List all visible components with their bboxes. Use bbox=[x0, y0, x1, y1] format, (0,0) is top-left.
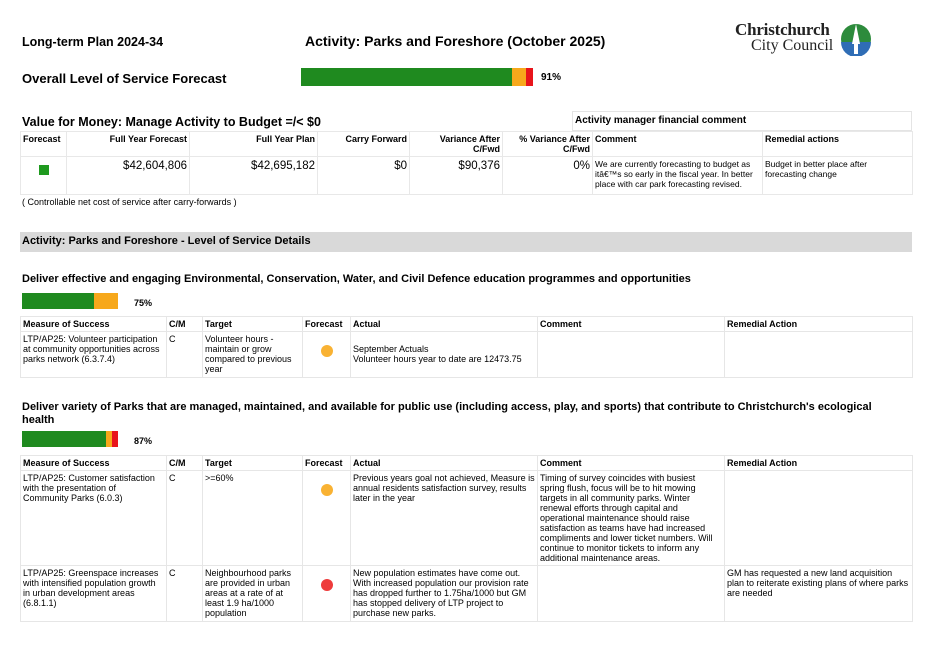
target-cell: Neighbourhood parks are provided in urban areas at a rate of at least 1.9 ha/1000 population bbox=[203, 566, 303, 622]
comment-cell: Timing of survey coincides with busiest spring flush, focus will be to hit mowing targets in all community parks. Winter renewal efforts through capital and operational maintenance should raise satisfaction as teams have had increased compliments and lower ticket numbers. Will continue to monitor tickets to inform any additional maintenance areas. bbox=[538, 471, 725, 566]
table-row bbox=[21, 471, 913, 566]
col-pct-variance: % Variance After C/Fwd bbox=[503, 132, 593, 157]
comment-cell bbox=[538, 332, 725, 378]
target-cell: Volunteer hours - maintain or grow compared to previous year bbox=[203, 332, 303, 378]
financial-comment: We are currently forecasting to budget as itâ€™s so early in the fiscal year. In better place with car park forecasting revised. bbox=[593, 157, 763, 195]
target-cell: >=60% bbox=[203, 471, 303, 566]
col-measure: Measure of Success bbox=[21, 456, 167, 471]
col-comment: Comment bbox=[593, 132, 763, 157]
full-year-forecast-value: $42,604,806 bbox=[67, 157, 190, 195]
remedial-cell: GM has requested a new land acquisition plan to reiterate existing plans of where parks are needed bbox=[725, 566, 913, 622]
forecast-cell bbox=[303, 566, 351, 622]
table-row bbox=[21, 332, 913, 378]
forecast-status-dot bbox=[321, 484, 333, 496]
bar-segment bbox=[301, 68, 512, 86]
los-table bbox=[20, 455, 913, 622]
col-actual: Actual bbox=[351, 456, 538, 471]
col-remedial-action: Remedial Action bbox=[725, 317, 913, 332]
bar-segment bbox=[22, 293, 94, 309]
activity-title: Activity: Parks and Foreshore (October 2025) bbox=[305, 33, 606, 49]
col-variance: Variance After C/Fwd bbox=[410, 132, 503, 157]
goal-percent: 75% bbox=[134, 298, 153, 308]
council-logo bbox=[735, 20, 875, 60]
col-full-year-forecast: Full Year Forecast bbox=[67, 132, 190, 157]
bar-segment bbox=[94, 293, 118, 309]
col-remedial-action: Remedial Action bbox=[725, 456, 913, 471]
measure-cell: LTP/AP25: Customer satisfaction with the presentation of Community Parks (6.0.3) bbox=[21, 471, 167, 566]
bar-segment bbox=[112, 431, 118, 447]
col-measure: Measure of Success bbox=[21, 317, 167, 332]
forecast-status-dot bbox=[321, 345, 333, 357]
variance-value: $90,376 bbox=[410, 157, 503, 195]
los-table bbox=[20, 316, 913, 378]
plan-title: Long-term Plan 2024-34 bbox=[22, 35, 164, 49]
forecast-cell bbox=[303, 332, 351, 378]
measure-cell: LTP/AP25: Greenspace increases with intensified population growth in urban development areas (6.8.1.1) bbox=[21, 566, 167, 622]
manager-comment-title: Activity manager financial comment bbox=[572, 111, 912, 131]
col-full-year-plan: Full Year Plan bbox=[190, 132, 318, 157]
financial-data-row bbox=[21, 157, 913, 195]
overall-los-bar bbox=[301, 68, 533, 86]
col-forecast: Forecast bbox=[303, 456, 351, 471]
cm-cell: C bbox=[167, 471, 203, 566]
los-section-title: Activity: Parks and Foreshore - Level of Service Details bbox=[20, 232, 912, 252]
actual-text-line: Volunteer hours year to date are 12473.75 bbox=[353, 354, 522, 364]
col-actual: Actual bbox=[351, 317, 538, 332]
forecast-cell bbox=[303, 471, 351, 566]
measure-cell: LTP/AP25: Volunteer participation at community opportunities across parks network (6.3.7.4) bbox=[21, 332, 167, 378]
goal-bar bbox=[22, 293, 118, 309]
logo-line2: City Council bbox=[751, 37, 834, 54]
financial-header-row bbox=[21, 132, 913, 157]
col-remedial: Remedial actions bbox=[763, 132, 913, 157]
cm-cell: C bbox=[167, 332, 203, 378]
cost-note: ( Controllable net cost of service after carry-forwards ) bbox=[22, 197, 237, 207]
los-header-row bbox=[21, 317, 913, 332]
comment-cell bbox=[538, 566, 725, 622]
vfm-title: Value for Money: Manage Activity to Budget =/< $0 bbox=[22, 115, 321, 129]
col-cm: C/M bbox=[167, 456, 203, 471]
logo-line1: Christchurch bbox=[735, 20, 830, 39]
bar-segment bbox=[106, 431, 113, 447]
col-target: Target bbox=[203, 456, 303, 471]
col-forecast: Forecast bbox=[303, 317, 351, 332]
cm-cell: C bbox=[167, 566, 203, 622]
bar-segment bbox=[512, 68, 526, 86]
goal-title: Deliver variety of Parks that are managed, maintained, and available for public use (including access, play, and sports) that contribute to Christchurch's ecological health bbox=[22, 401, 872, 426]
full-year-plan-value: $42,695,182 bbox=[190, 157, 318, 195]
forecast-cell bbox=[21, 157, 67, 195]
remedial-cell bbox=[725, 471, 913, 566]
actual-cell bbox=[351, 332, 538, 378]
actual-cell: Previous years goal not achieved, Measure is annual residents satisfaction survey, results later in the year bbox=[351, 471, 538, 566]
forecast-status-dot bbox=[321, 579, 333, 591]
actual-cell: New population estimates have come out. With increased population our provision rate has dropped further to 1.75ha/1000 but GM has stopped delivery of LTP project to purchase new parks. bbox=[351, 566, 538, 622]
financial-remedial: Budget in better place after forecasting change bbox=[763, 157, 913, 195]
bar-segment bbox=[526, 68, 533, 86]
col-cm: C/M bbox=[167, 317, 203, 332]
actual-text-line: September Actuals bbox=[353, 344, 429, 354]
goal-percent: 87% bbox=[134, 436, 153, 446]
remedial-cell bbox=[725, 332, 913, 378]
forecast-status-square bbox=[39, 165, 49, 175]
col-comment: Comment bbox=[538, 317, 725, 332]
los-header-row bbox=[21, 456, 913, 471]
financial-table bbox=[20, 131, 913, 195]
goal-title: Deliver effective and engaging Environmental, Conservation, Water, and Civil Defence education programmes and opportunities bbox=[22, 273, 691, 285]
bar-segment bbox=[22, 431, 106, 447]
actual-line bbox=[353, 344, 535, 364]
table-row bbox=[21, 566, 913, 622]
carry-forward-value: $0 bbox=[318, 157, 410, 195]
cathedral-logo-icon bbox=[839, 22, 873, 56]
col-comment: Comment bbox=[538, 456, 725, 471]
overall-los-percent: 91% bbox=[541, 72, 562, 83]
goal-bar bbox=[22, 431, 118, 447]
overall-los-label: Overall Level of Service Forecast bbox=[22, 71, 227, 86]
col-target: Target bbox=[203, 317, 303, 332]
col-forecast: Forecast bbox=[21, 132, 67, 157]
pct-variance-value: 0% bbox=[503, 157, 593, 195]
col-carry-forward: Carry Forward bbox=[318, 132, 410, 157]
